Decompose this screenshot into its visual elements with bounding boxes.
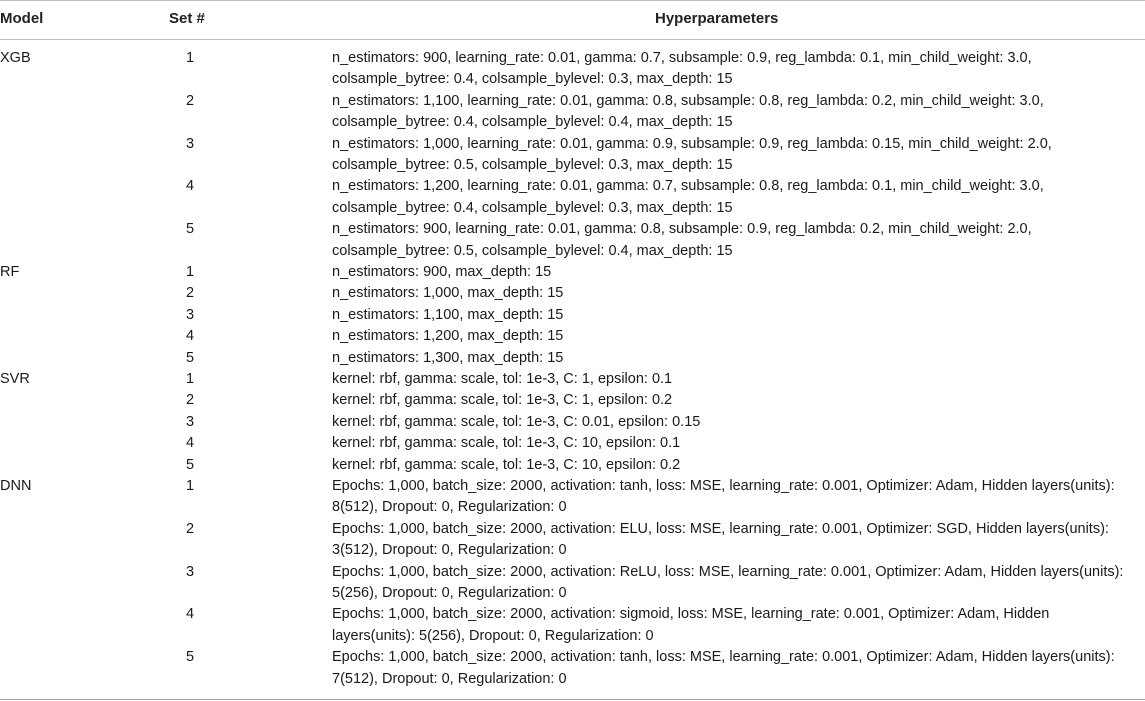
set-number-cell: 3 <box>186 563 195 580</box>
set-number-cell: 4 <box>186 606 195 623</box>
hyperparameters-line: Epochs: 1,000, batch_size: 2000, activation: sigmoid, loss: MSE, learning_rate: 0.001, Optimizer: Adam, Hidden <box>332 606 1050 623</box>
hyperparameters-line: Epochs: 1,000, batch_size: 2000, activation: tanh, loss: MSE, learning_rate: 0.001, Optimizer: Adam, Hidden layers(units): <box>332 649 1115 666</box>
hyperparameters-cell <box>332 348 1142 369</box>
hyperparameters-line: colsample_bytree: 0.5, colsample_bylevel: 0.3, max_depth: 15 <box>332 157 733 173</box>
hyperparameters-line: Epochs: 1,000, batch_size: 2000, activation: tanh, loss: MSE, learning_rate: 0.001, Optimizer: Adam, Hidden layers(units): <box>332 478 1115 494</box>
hyperparameters-line: n_estimators: 900, learning_rate: 0.01, gamma: 0.7, subsample: 0.9, reg_lambda: 0.1, min_child_weight: 3.0, <box>332 50 1032 66</box>
hyperparameters-line: 7(512), Dropout: 0, Regularization: 0 <box>332 670 567 687</box>
table-bottom-rule <box>0 699 1145 700</box>
table-top-rule <box>0 0 1145 1</box>
set-number-cell: 4 <box>186 435 195 452</box>
hyperparameters-line: kernel: rbf, gamma: scale, tol: 1e-3, C: 1, epsilon: 0.1 <box>332 371 673 387</box>
table-header-rule <box>0 39 1145 40</box>
set-number-cell: 1 <box>186 264 195 280</box>
hyperparameters-line: n_estimators: 1,100, max_depth: 15 <box>332 306 564 323</box>
set-number-cell: 3 <box>186 135 195 152</box>
hyperparameters-cell <box>332 283 1142 304</box>
hyperparameters-cell <box>332 604 1142 647</box>
hyperparameters-cell <box>332 433 1142 454</box>
hyperparameters-line: colsample_bytree: 0.4, colsample_bylevel: 0.3, max_depth: 15 <box>332 199 733 216</box>
hyperparameters-line: n_estimators: 1,200, max_depth: 15 <box>332 328 564 345</box>
hyperparameters-line: n_estimators: 1,000, max_depth: 15 <box>332 285 564 302</box>
hyperparameters-cell <box>332 134 1142 177</box>
hyperparameters-line: kernel: rbf, gamma: scale, tol: 1e-3, C: 0.01, epsilon: 0.15 <box>332 413 701 430</box>
set-number-cell: 3 <box>186 306 195 323</box>
hyperparameters-line: 5(256), Dropout: 0, Regularization: 0 <box>332 585 567 601</box>
hyperparameters-line: Epochs: 1,000, batch_size: 2000, activation: ReLU, loss: MSE, learning_rate: 0.001, Optimizer: Adam, Hidden layers(units): <box>332 563 1124 580</box>
set-number-cell: 4 <box>186 178 195 195</box>
header-hyperparameters: Hyperparameters <box>655 10 779 27</box>
hyperparameters-cell <box>332 455 1142 476</box>
hyperparameters-line: kernel: rbf, gamma: scale, tol: 1e-3, C: 10, epsilon: 0.2 <box>332 456 681 473</box>
hyperparameters-cell <box>332 176 1142 219</box>
hyperparameters-cell <box>332 562 1142 605</box>
hyperparameters-line: n_estimators: 1,000, learning_rate: 0.01, gamma: 0.9, subsample: 0.9, reg_lambda: 0.15, min_child_weight: 2.0, <box>332 135 1052 152</box>
set-number-cell: 5 <box>186 349 195 366</box>
hyperparameters-line: layers(units): 5(256), Dropout: 0, Regularization: 0 <box>332 627 654 644</box>
hyperparameters-line: colsample_bytree: 0.4, colsample_bylevel: 0.3, max_depth: 15 <box>332 71 733 88</box>
hyperparameters-cell <box>332 369 1142 390</box>
model-cell: RF <box>0 264 20 280</box>
set-number-cell: 1 <box>186 50 195 66</box>
hyperparameters-line: colsample_bytree: 0.4, colsample_bylevel: 0.4, max_depth: 15 <box>332 114 733 131</box>
hyperparameters-cell <box>332 262 1142 283</box>
hyperparameters-line: Epochs: 1,000, batch_size: 2000, activation: ELU, loss: MSE, learning_rate: 0.001, Optimizer: SGD, Hidden layers(units): <box>332 520 1109 537</box>
hyperparameters-line: n_estimators: 1,300, max_depth: 15 <box>332 349 564 366</box>
hyperparameters-line: n_estimators: 1,200, learning_rate: 0.01, gamma: 0.7, subsample: 0.8, reg_lambda: 0.1, min_child_weight: 3.0, <box>332 178 1044 195</box>
set-number-cell: 5 <box>186 221 195 238</box>
hyperparameters-cell <box>332 305 1142 326</box>
set-number-cell: 2 <box>186 285 195 302</box>
hyperparameters-cell <box>332 519 1142 562</box>
hyperparameters-cell <box>332 412 1142 433</box>
hyperparameters-line: 8(512), Dropout: 0, Regularization: 0 <box>332 499 567 516</box>
hyperparameters-cell <box>332 91 1142 134</box>
model-cell: XGB <box>0 50 31 66</box>
set-number-cell: 2 <box>186 520 195 537</box>
set-number-cell: 2 <box>186 392 195 409</box>
model-cell: DNN <box>0 478 32 494</box>
hyperparameters-cell <box>332 326 1142 347</box>
hyperparameters-line: n_estimators: 1,100, learning_rate: 0.01, gamma: 0.8, subsample: 0.8, reg_lambda: 0.2, min_child_weight: 3.0, <box>332 92 1044 109</box>
hyperparameters-line: n_estimators: 900, learning_rate: 0.01, gamma: 0.8, subsample: 0.9, reg_lambda: 0.2, min_child_weight: 2.0, <box>332 221 1032 238</box>
header-set-number: Set # <box>169 10 205 27</box>
set-number-cell: 5 <box>186 649 195 666</box>
set-number-cell: 3 <box>186 413 195 430</box>
set-number-cell: 2 <box>186 92 195 109</box>
set-number-cell: 1 <box>186 478 195 494</box>
hyperparameters-cell <box>332 647 1142 690</box>
hyperparameters-cell <box>332 48 1142 91</box>
hyperparameters-line: kernel: rbf, gamma: scale, tol: 1e-3, C: 1, epsilon: 0.2 <box>332 392 673 409</box>
hyperparameters-line: 3(512), Dropout: 0, Regularization: 0 <box>332 542 567 559</box>
set-number-cell: 1 <box>186 371 195 387</box>
hyperparameters-line: colsample_bytree: 0.5, colsample_bylevel: 0.4, max_depth: 15 <box>332 242 733 259</box>
set-number-cell: 5 <box>186 456 195 473</box>
header-model: Model <box>0 10 44 27</box>
hyperparameters-cell <box>332 390 1142 411</box>
hyperparameters-cell <box>332 476 1142 519</box>
model-cell: SVR <box>0 371 30 387</box>
hyperparameters-line: n_estimators: 900, max_depth: 15 <box>332 264 552 280</box>
hyperparameters-cell <box>332 219 1142 262</box>
hyperparameters-line: kernel: rbf, gamma: scale, tol: 1e-3, C: 10, epsilon: 0.1 <box>332 435 681 452</box>
set-number-cell: 4 <box>186 328 195 345</box>
